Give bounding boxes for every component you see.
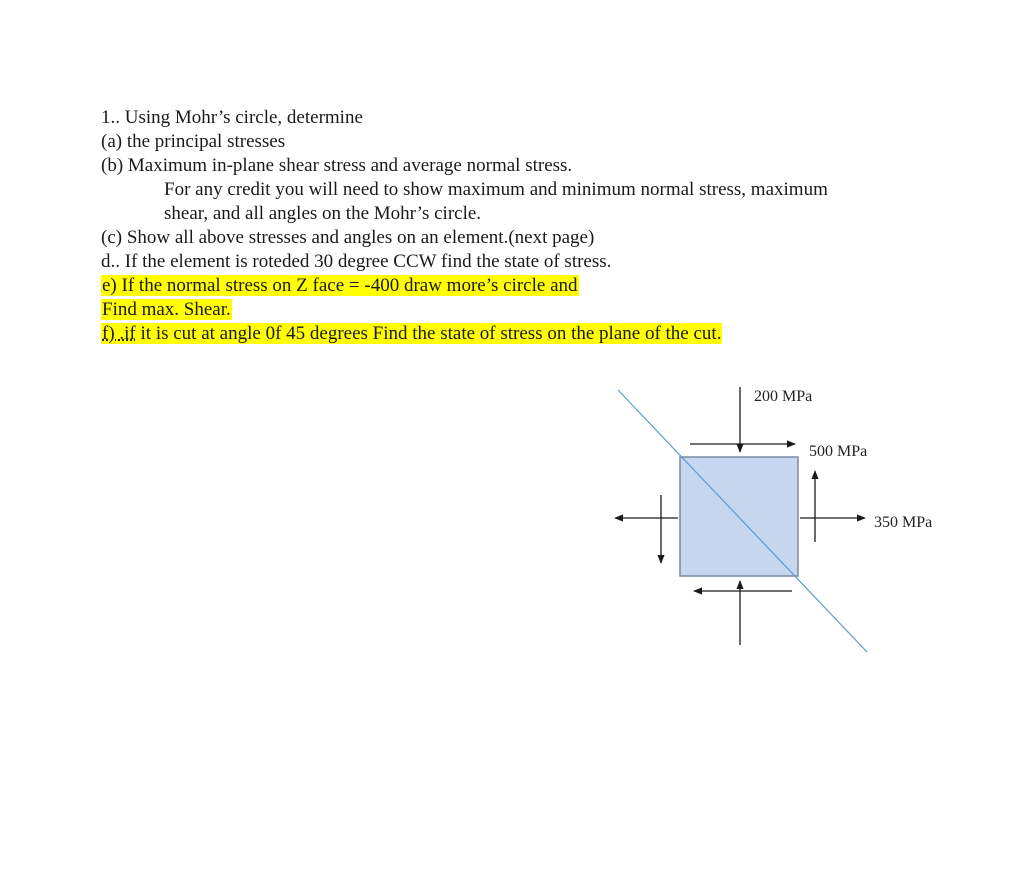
stress-element-figure bbox=[590, 365, 960, 665]
part-d: d.. If the element is roteded 30 degree CCW find the state of stress. bbox=[101, 251, 612, 272]
part-e-cont: Find max. Shear. bbox=[102, 299, 231, 320]
label-500-mpa: 500 MPa bbox=[809, 443, 868, 460]
label-350-mpa: 350 MPa bbox=[874, 514, 933, 531]
part-e: e) If the normal stress on Z face = -400 draw more’s circle and bbox=[102, 275, 578, 296]
label-200-mpa: 200 MPa bbox=[754, 388, 813, 405]
part-f bbox=[101, 323, 722, 344]
stress-element-svg bbox=[590, 365, 960, 665]
part-c: (c) Show all above stresses and angles on an element.(next page) bbox=[101, 227, 595, 248]
cut-plane-line bbox=[618, 390, 867, 652]
part-b: (b) Maximum in-plane shear stress and average normal stress. bbox=[101, 155, 573, 176]
part-b-note-2: shear, and all angles on the Mohr’s circle. bbox=[164, 203, 482, 224]
part-a: (a) the principal stresses bbox=[101, 131, 286, 152]
part-f-prefix: f) .if bbox=[102, 323, 136, 344]
part-f-text: it is cut at angle 0f 45 degrees Find the state of stress on the plane of the cut. bbox=[135, 323, 722, 344]
problem-title: 1.. Using Mohr’s circle, determine bbox=[101, 107, 363, 128]
part-b-note-1: For any credit you will need to show maximum and minimum normal stress, maximum bbox=[164, 179, 828, 200]
problem-statement bbox=[101, 106, 828, 346]
